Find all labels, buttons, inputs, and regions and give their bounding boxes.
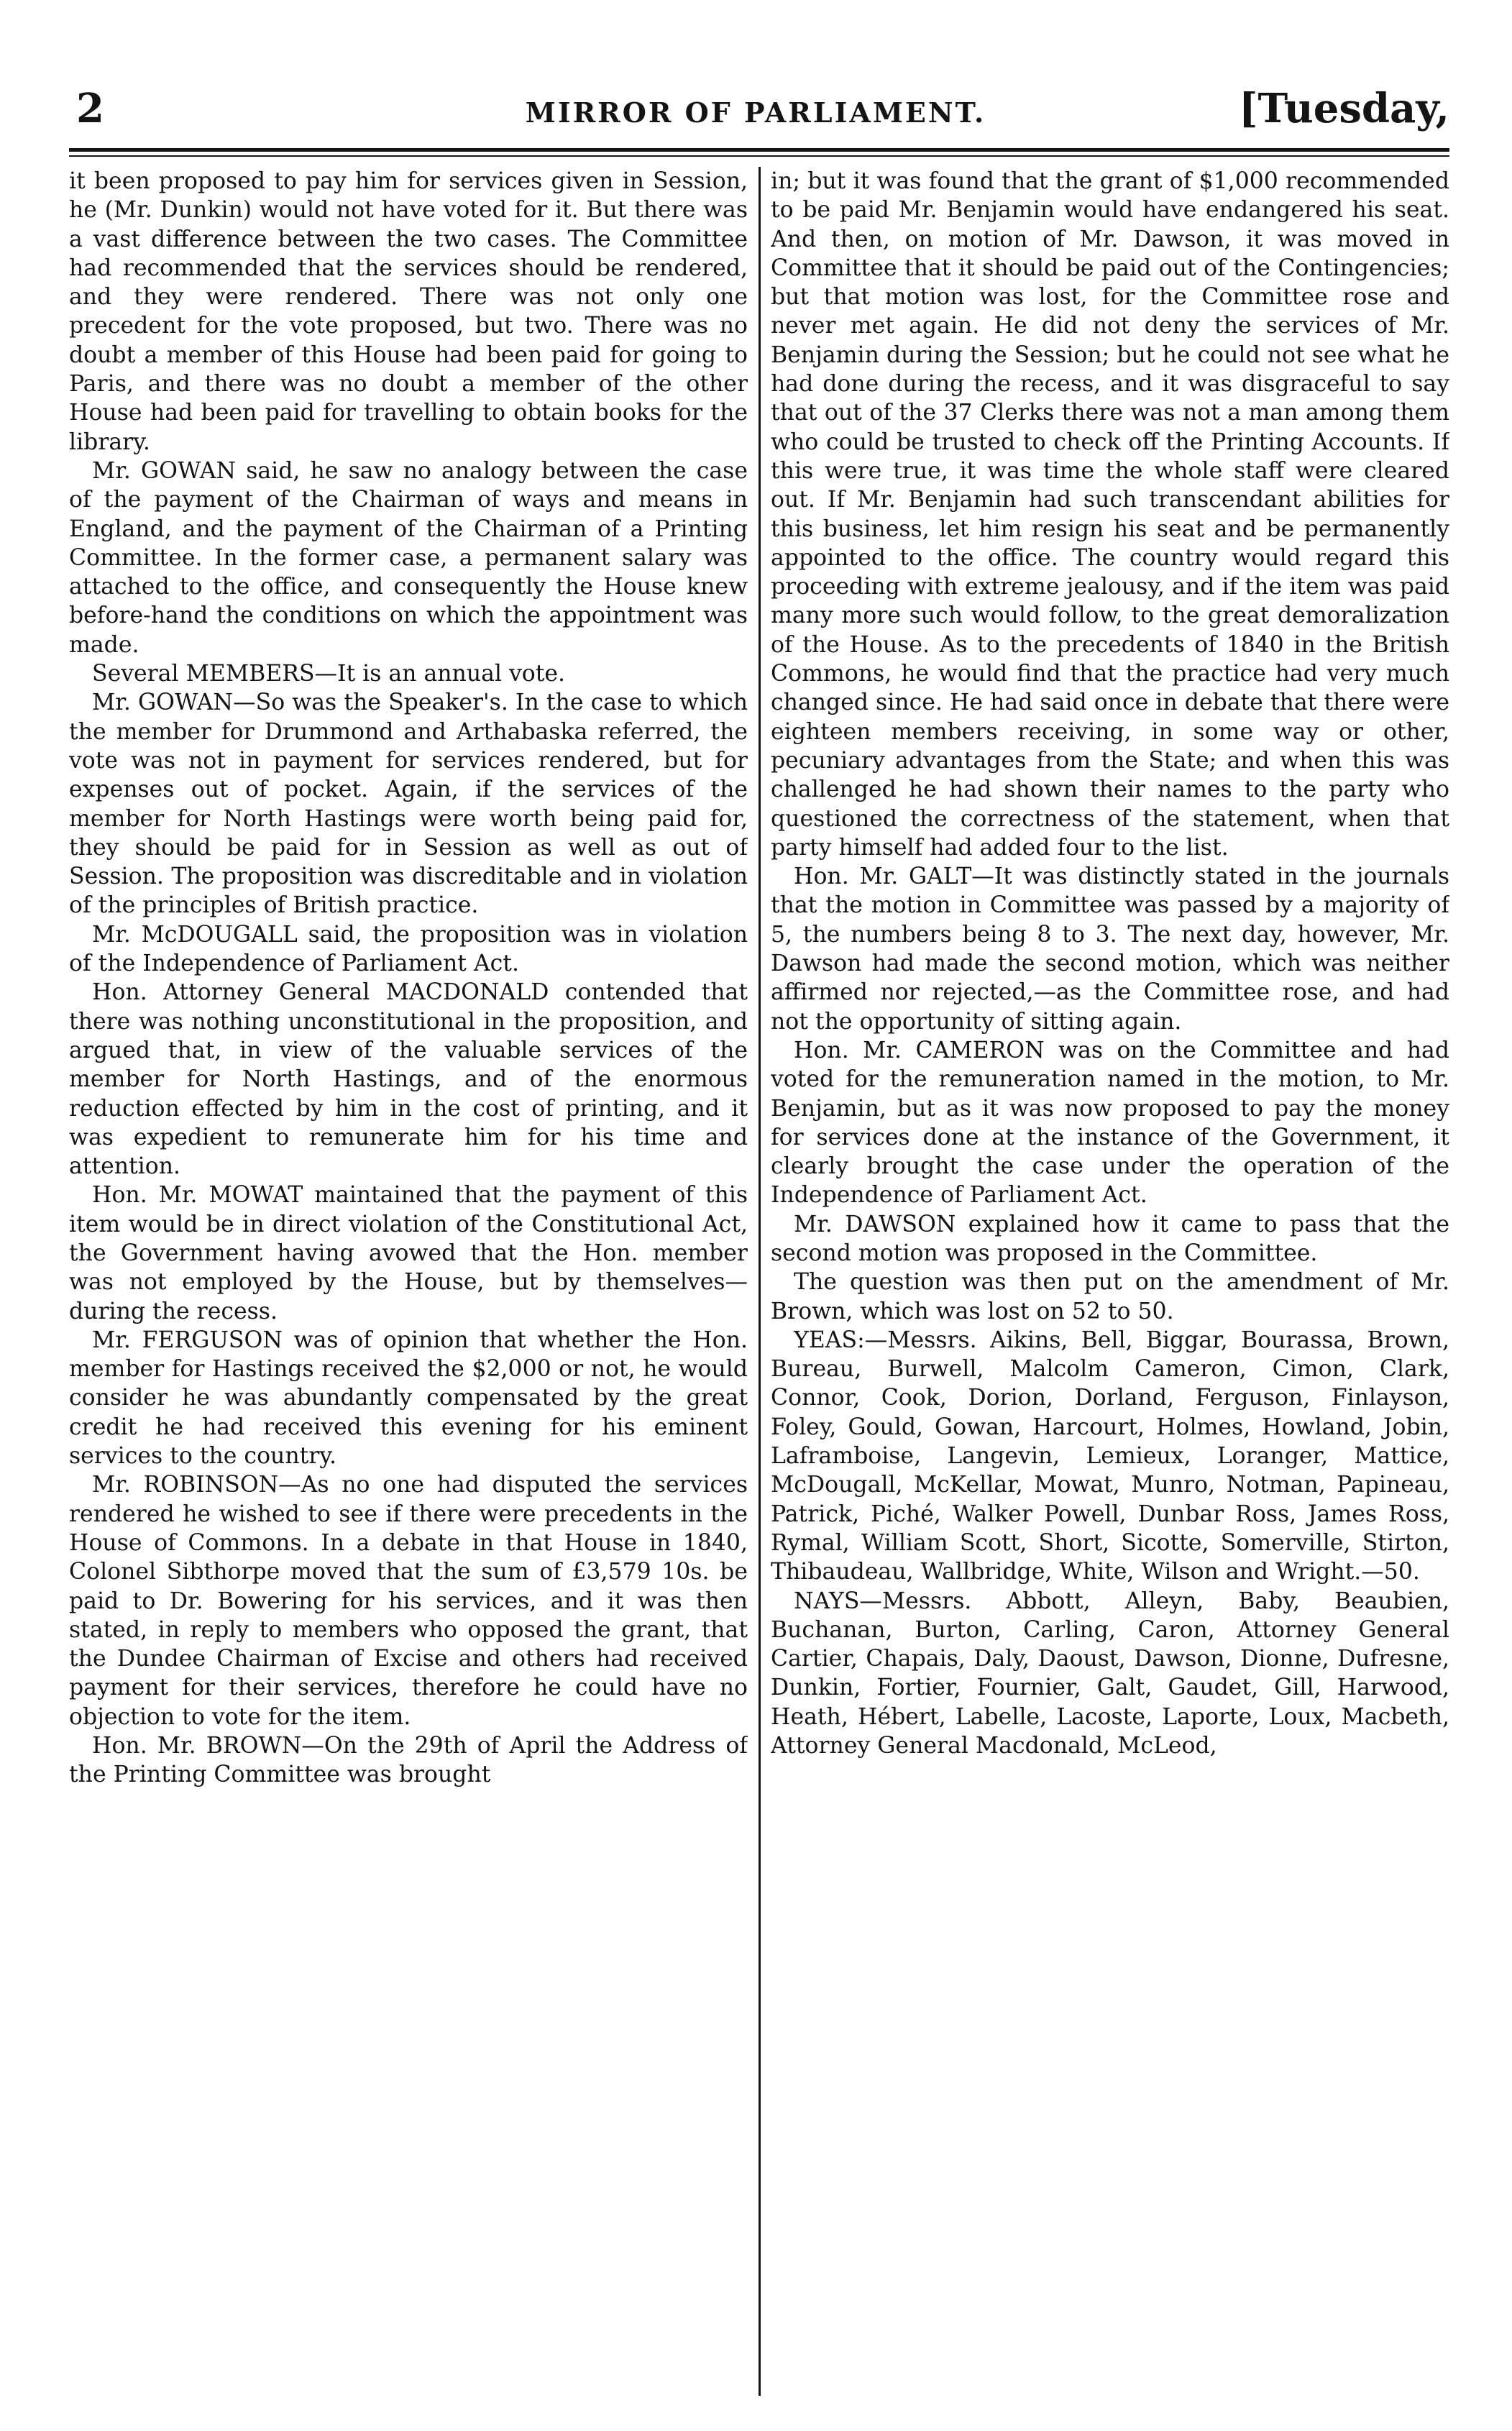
running-title: MIRROR OF PARLIAMENT. — [525, 96, 986, 129]
paragraph: Hon. Mr. BROWN—On the 29th of April the Address of the Printing Committee was brought — [69, 1733, 748, 1788]
paragraph: The question was then put on the amendment of Mr. Brown, which was lost on 52 to 50. — [771, 1269, 1449, 1324]
paragraph: Hon. Mr. CAMERON was on the Committee and had voted for the remuneration named in the motion, to Mr. Benjamin, but as it was now proposed to pay the money for services done at the instance of the Government, it clearly brought the case under the operation of the Independence of Parliament Act. — [771, 1037, 1449, 1209]
page-number: 2 — [76, 85, 104, 132]
left-column — [69, 167, 748, 2396]
paragraph: in; but it was found that the grant of $1,000 recommended to be paid Mr. Benjamin would have endangered his seat. And then, on motion of Mr. Dawson, it was moved in Committee that it should be paid out of the Contingencies; but that motion was lost, for the Committee rose and never met again. He did not deny the services of Mr. Benjamin during the Session; but he could not see what he had done during the recess, and it was disgraceful to say that out of the 37 Clerks there was not a man among them who could be trusted to check off the Printing Accounts. If this were true, it was time the whole staff were cleared out. If Mr. Benjamin had such transcendant abilities for this business, let him resign his seat and be permanently appointed to the office. The country would regard this proceeding with extreme jealousy, and if the item was paid many more such would follow, to the great demoralization of the House. As to the precedents of 1840 in the British Commons, he would find that the practice had very much changed since. He had said once in debate that there were eighteen members receiving, in some way or other, pecuniary advantages from the State; and when this was challenged he had shown their names to the party who questioned the correctness of the statement, when that party himself had added four to the list. — [771, 168, 1449, 861]
paragraph: Mr. McDOUGALL said, the proposition was in violation of the Independence of Parliament Act. — [69, 921, 748, 977]
header-rule-thin — [69, 155, 1449, 157]
paragraph: Mr. ROBINSON—As no one had disputed the services rendered he wished to see if there were precedents in the House of Commons. In a debate in that House in 1840, Colonel Sibthorpe moved that the sum of £3,579 10s. be paid to Dr. Bowering for his services, and it was then stated, in reply to members who opposed the grant, that the Dundee Chairman of Excise and others had received payment for their services, therefore he could have no objection to vote for the item. — [69, 1472, 748, 1730]
page-header — [62, 81, 1449, 145]
paragraph: Several MEMBERS—It is an annual vote. — [92, 661, 566, 687]
paragraph: Mr. DAWSON explained how it came to pass that the second motion was proposed in the Committee. — [771, 1211, 1449, 1266]
paragraph: Mr. GOWAN said, he saw no analogy between the case of the payment of the Chairman of ways and means in England, and the payment of the Chairman of a Printing Committee. In the former case, a permanent salary was attached to the office, and consequently the House knew before-hand the conditions on which the appointment was made. — [69, 457, 748, 658]
header-rule-thick — [69, 148, 1449, 152]
paragraph: Mr. GOWAN—So was the Speaker's. In the case to which the member for Drummond and Arthabaska referred, the vote was not in payment for services rendered, but for expenses out of pocket. Again, if the services of the member for North Hastings were worth being paid for, they should be paid for in Session as well as out of Session. The proposition was discreditable and in violation of the principles of British practice. — [69, 690, 748, 919]
day-heading: [Tuesday, — [1238, 85, 1449, 132]
paragraph: Hon. Mr. MOWAT maintained that the payment of this item would be in direct violation of the Constitutional Act, the Government having avowed that the Hon. member was not employed by the House, but by themselves—during the recess. — [69, 1182, 748, 1324]
text-columns — [69, 167, 1449, 2396]
column-divider — [759, 167, 761, 2396]
paragraph: YEAS:—Messrs. Aikins, Bell, Biggar, Bourassa, Brown, Bureau, Burwell, Malcolm Cameron, Cimon, Clark, Connor, Cook, Dorion, Dorland, Ferguson, Finlayson, Foley, Gould, Gowan, Harcourt, Holmes, Howland, Jobin, Laframboise, Langevin, Lemieux, Loranger, Mattice, McDougall, McKellar, Mowat, Munro, Notman, Papineau, Patrick, Piché, Walker Powell, Dunbar Ross, James Ross, Rymal, William Scott, Short, Sicotte, Somerville, Stirton, Thibaudeau, Wallbridge, White, Wilson and Wright.—50. — [771, 1327, 1449, 1585]
newspaper-page — [62, 81, 1449, 2396]
right-column — [771, 167, 1449, 2396]
paragraph: it been proposed to pay him for services given in Session, he (Mr. Dunkin) would not have voted for it. But there was a vast difference between the two cases. The Committee had recommended that the services should be rendered, and they were rendered. There was not only one precedent for the vote proposed, but two. There was no doubt a member of this House had been paid for going to Paris, and there was no doubt a member of the other House had been paid for travelling to obtain books for the library. — [69, 168, 748, 455]
paragraph: Mr. FERGUSON was of opinion that whether the Hon. member for Hastings received the $2,000 or not, he would consider he was abundantly compensated by the great credit he had received this evening for his eminent services to the country. — [69, 1327, 748, 1470]
paragraph: Hon. Attorney General MACDONALD contended that there was nothing unconstitutional in the proposition, and argued that, in view of the valuable services of the member for North Hastings, and of the enormous reduction effected by him in the cost of printing, and it was expedient to remunerate him for his time and attention. — [69, 979, 748, 1180]
paragraph: Hon. Mr. GALT—It was distinctly stated in the journals that the motion in Committee was passed by a majority of 5, the numbers being 8 to 3. The next day, however, Mr. Dawson had made the second motion, which was neither affirmed nor rejected,—as the Committee rose, and had not the opportunity of sitting again. — [771, 864, 1449, 1035]
paragraph: NAYS—Messrs. Abbott, Alleyn, Baby, Beaubien, Buchanan, Burton, Carling, Caron, Attorney General Cartier, Chapais, Daly, Daoust, Dawson, Dionne, Dufresne, Dunkin, Fortier, Fournier, Galt, Gaudet, Gill, Harwood, Heath, Hébert, Labelle, Lacoste, Laporte, Loux, Macbeth, Attorney General Macdonald, McLeod, — [771, 1588, 1449, 1759]
